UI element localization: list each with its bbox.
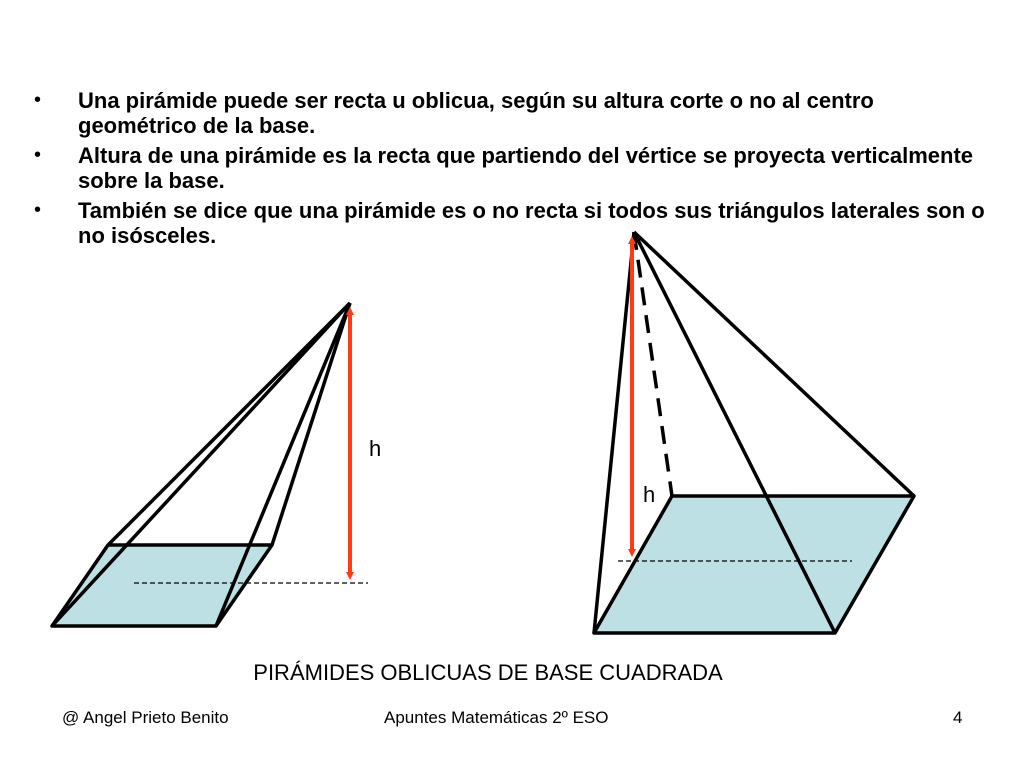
right-pyramid-base <box>594 496 914 633</box>
left-pyramid-edge <box>216 303 350 626</box>
footer-author: @ Angel Prieto Benito <box>62 708 229 727</box>
left-height-label: h <box>369 436 382 461</box>
right-pyramid <box>594 232 914 633</box>
bullet-dot: • <box>34 199 42 221</box>
bullet-dot: • <box>34 144 42 166</box>
left-pyramid <box>52 303 381 626</box>
bullet-text: Una pirámide puede ser recta u oblicua, según su altura corte o no al centro geométrico de la base. <box>78 88 874 138</box>
left-pyramid-base <box>52 545 272 626</box>
left-pyramid-edge <box>108 303 350 545</box>
right-pyramid-edge <box>634 232 914 496</box>
bullet-text: También se dice que una pirámide es o no recta si todos sus triángulos laterales son o no isósceles. <box>78 198 985 248</box>
left-pyramid-edge <box>272 303 350 545</box>
bullet-dot: • <box>34 89 42 111</box>
footer-course: Apuntes Matemáticas 2º ESO <box>384 708 609 727</box>
bullet-text: Altura de una pirámide es la recta que partiendo del vértice se proyecta verticalmente sobre la base. <box>78 143 974 193</box>
figure-caption: PIRÁMIDES OBLICUAS DE BASE CUADRADA <box>253 660 723 685</box>
right-height-label: h <box>643 482 656 507</box>
page-number: 4 <box>953 708 963 727</box>
